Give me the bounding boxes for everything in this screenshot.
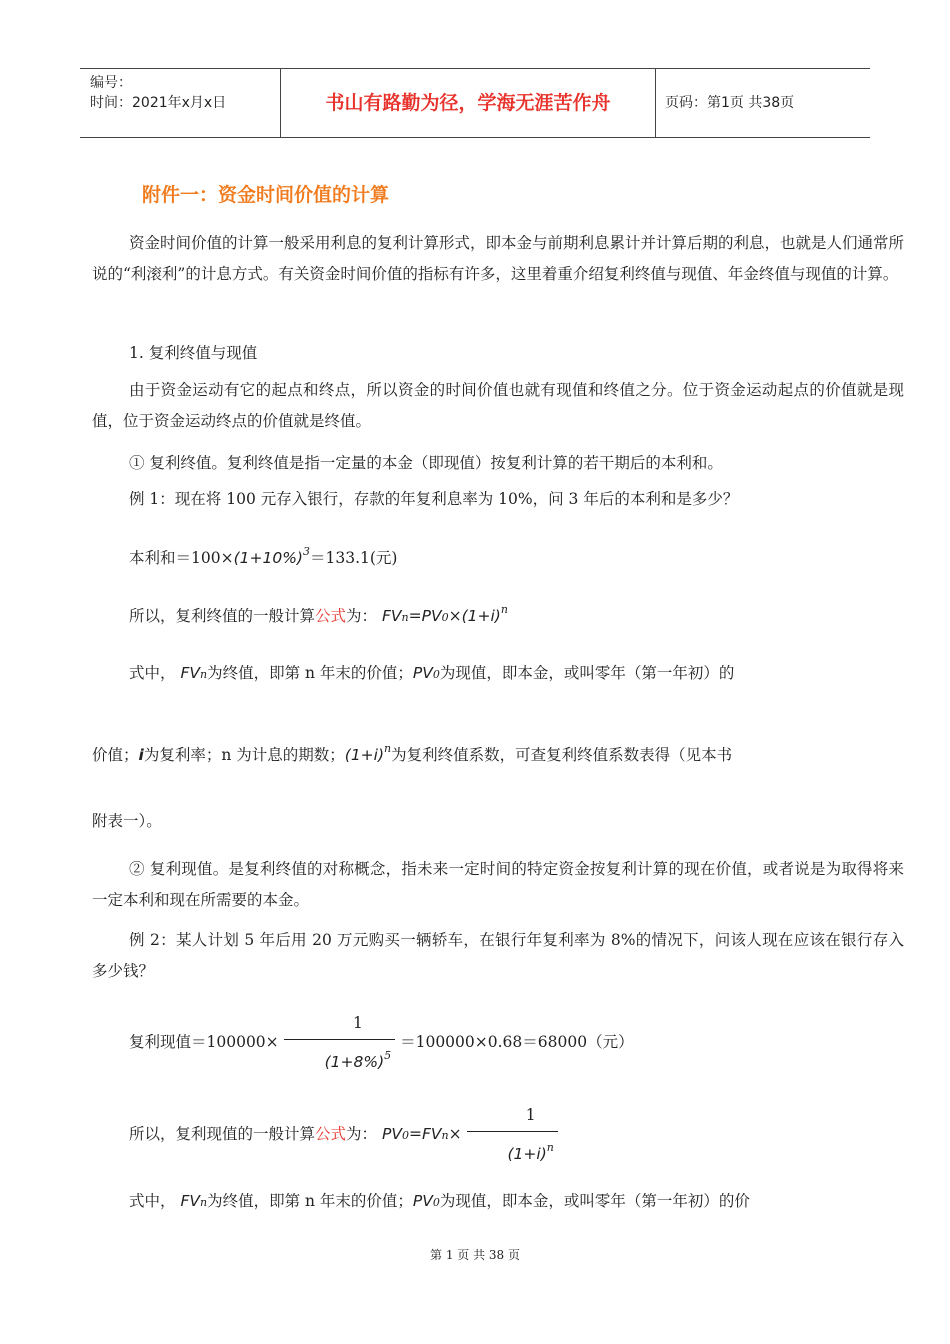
header-left-cell [80,69,280,137]
calc-1 [92,536,904,574]
fv-sub-n: n [401,611,409,624]
pv-definition: ② 复利现值。是复利终值的对称概念，指未来一定时间的特定资金按复利计算的现在价值，或者说是为取得将来一定本利和现在所需要的本金。 [92,860,904,909]
formula-suffix: 为： [346,607,378,625]
calc-2-prefix: 复利现值＝100000× [129,1033,279,1051]
pv-sub-0: 0 [401,1129,409,1142]
where-4-b: 为终值，即第 n 年末的价值； [207,1192,413,1210]
calc-2-result: ＝100000×0.68＝68000（元） [400,1033,634,1051]
fv-symbol: FV [381,607,402,625]
where-line-3: 附表一）。 [92,812,162,830]
calc-2-denominator [284,1040,396,1078]
fv-formula-line [92,594,904,633]
fv-sub-n: n [199,1196,208,1209]
example-1: 例 1：现在将 100 元存入银行，存款的年复利息率为 10%，问 3 年后的本利和是多少？ [129,490,739,508]
header-motto: 书山有路勤为径，学海无涯苦作舟 [280,69,656,137]
pv-den-base: (1+i) [507,1145,547,1163]
calc-1-base: (1+10%) [233,549,303,567]
pv-symbol: PV [381,1125,402,1143]
times-sign: × [448,1125,462,1143]
fv-definition: ① 复利终值。复利终值是指一定量的本金（即现值）按复利计算的若干期后的本利和。 [129,454,723,472]
calc-1-result: ＝133.1(元) [309,549,398,567]
fv-symbol: FV [180,1192,200,1210]
intro-paragraph: 资金时间价值的计算一般采用利息的复利计算形式，即本金与前期利息累计并计算后期的利息，也就是人们通常所说的“利滚利”的计息方式。有关资金时间价值的指标有许多，这里着重介绍复利终值与现值、年金终值与现值的计算。 [92,234,905,283]
number-label: 编号： [90,75,132,91]
calc-2-fraction [284,1008,396,1078]
section-heading [92,338,904,369]
pv-sub-0: 0 [432,668,440,681]
page-header [80,68,870,138]
where-line-2 [92,733,904,771]
where-2-b: 为复利率；n 为计息的期数； [143,746,345,764]
pv-formula-line [92,1100,904,1170]
pv-den-exp: n [546,1141,554,1154]
fv-symbol: FV [421,1125,442,1143]
calc-1-exponent: 3 [302,545,310,558]
pv-symbol: PV [412,1192,433,1210]
formula-suffix: 为： [346,1125,378,1143]
pv-denominator [467,1132,558,1170]
calc-2-numerator: 1 [284,1008,396,1040]
fv-formula-prefix: 所以，复利终值的一般计算 [129,607,316,625]
pv-symbol: PV [421,607,442,625]
where-line-4 [92,1186,904,1218]
where-4-c: 为现值，即本金，或叫零年（第一年初）的价 [439,1192,750,1210]
calc-2-den-base: (1+8%) [324,1053,385,1071]
where-1-c: 为现值，即本金，或叫零年（第一年初）的 [439,664,735,682]
pv-sub-0: 0 [441,611,449,624]
factor: (1+i) [461,607,501,625]
i-symbol: i [138,746,144,764]
formula-word: 公式 [315,607,347,625]
page-footer: 第 1 页 共 38 页 [430,1248,520,1262]
where-1-b: 为终值，即第 n 年末的价值； [207,664,413,682]
where-2-a: 价值； [92,746,139,764]
pv-fraction [467,1100,558,1170]
times-sign: × [448,607,462,625]
time-label: 时间：2021年x月x日 [90,95,227,111]
section-1-title: 1. 复利终值与现值 [129,344,258,362]
where-4-a: 式中， [129,1192,176,1210]
fv-sub-n: n [441,1129,449,1142]
calc-2 [92,1008,904,1078]
pv-symbol: PV [412,664,433,682]
factor: (1+i) [344,746,385,764]
fv-symbol: FV [180,664,200,682]
factor-exponent: n [384,742,392,755]
pv-formula-prefix: 所以，复利现值的一般计算 [129,1125,316,1143]
document-title: 附件一：资金时间价值的计算 [142,184,390,206]
origin-paragraph: 由于资金运动有它的起点和终点，所以资金的时间价值也就有现值和终值之分。位于资金运动起点的价值就是现值，位于资金运动终点的价值就是终值。 [92,381,904,430]
where-line-1 [92,658,904,690]
calc-2-den-exp: 5 [384,1049,392,1062]
pv-sub-0: 0 [432,1196,440,1209]
formula-word: 公式 [315,1125,347,1143]
where-2-c: 为复利终值系数，可查复利终值系数表得（见本书 [391,746,733,764]
header-page-info: 页码：第1页 共38页 [665,95,795,111]
fv-sub-n: n [199,668,208,681]
eq-sign: = [408,607,422,625]
factor-exponent: n [500,603,508,616]
example-2: 例 2：某人计划 5 年后用 20 万元购买一辆轿车，在银行年复利率为 8%的情况下，问该人现在应该在银行存入多少钱？ [92,931,904,980]
eq-sign: = [408,1125,422,1143]
calc-1-prefix: 本利和＝100× [129,549,234,567]
pv-numerator: 1 [467,1100,558,1132]
where-1-a: 式中， [129,664,176,682]
